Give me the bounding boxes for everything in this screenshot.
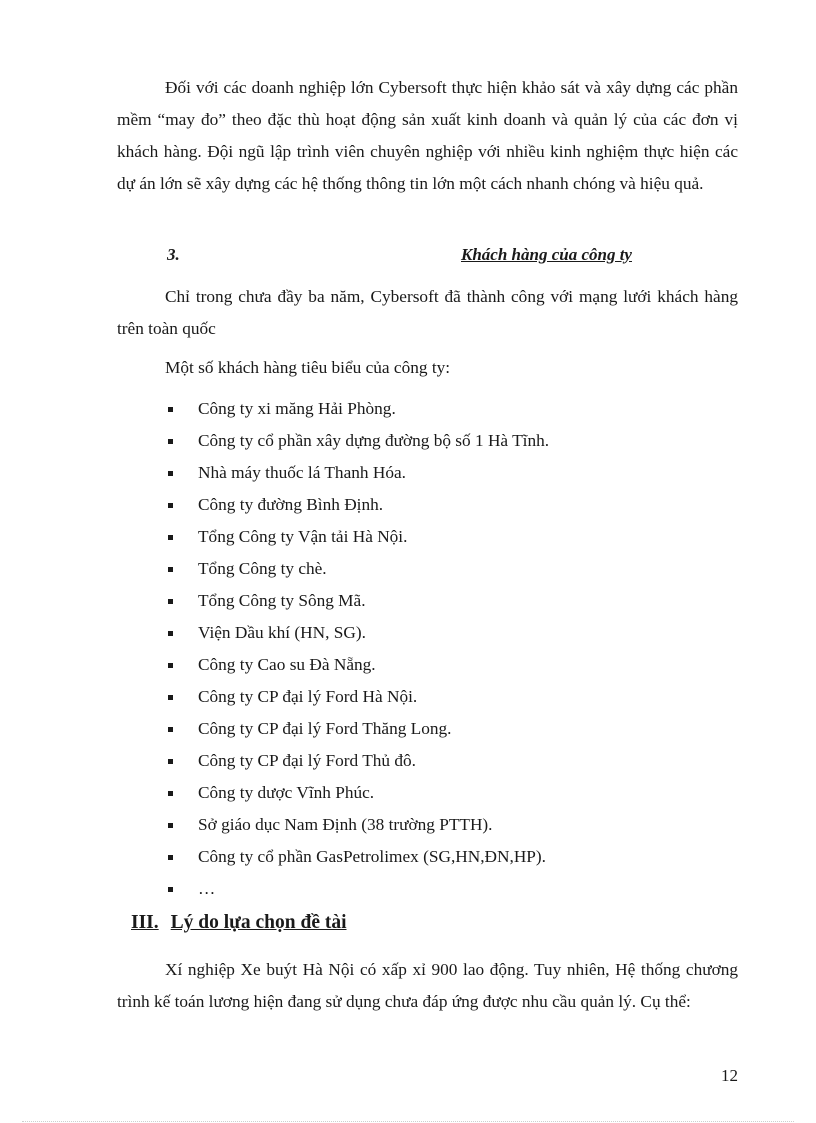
customer-name: Công ty Cao su Đà Nẵng. xyxy=(198,655,376,674)
list-item xyxy=(165,425,725,457)
bullet-icon xyxy=(168,503,173,508)
reason-paragraph-text: Xí nghiệp Xe buýt Hà Nội có xấp xỉ 900 lao động. Tuy nhiên, Hệ thống chương trình kế toán lương hiện đang sử dụng chưa đáp ứng được nhu cầu quản lý. Cụ thể: xyxy=(117,960,738,1011)
customer-name: Viện Dầu khí (HN, SG). xyxy=(198,623,366,642)
intro-paragraph xyxy=(117,72,738,200)
list-item xyxy=(165,521,725,553)
intro-paragraph-text: Đối với các doanh nghiệp lớn Cybersoft thực hiện khảo sát và xây dựng các phần mềm “may đo” theo đặc thù hoạt động sản xuất kinh doanh và quản lý của các đơn vị khách hàng. Đội ngũ lập trình viên chuyên nghiệp với nhiều kinh nghiệm thực hiện các dự án lớn sẽ xây dựng các hệ thống thông tin lớn một cách nhanh chóng và hiệu quả. xyxy=(117,78,738,193)
customers-intro-paragraph xyxy=(117,352,738,384)
customer-name: Công ty dược Vĩnh Phúc. xyxy=(198,783,375,802)
page-number: 12 xyxy=(721,1066,738,1085)
section-title: Lý do lựa chọn đề tài xyxy=(170,912,347,933)
list-item xyxy=(165,489,725,521)
list-item xyxy=(165,841,725,873)
subsection-number: 3. xyxy=(167,245,180,264)
list-item xyxy=(165,713,725,745)
subsection-heading xyxy=(117,245,738,271)
list-item xyxy=(165,745,725,777)
customer-name: Tổng Công ty Sông Mã. xyxy=(198,591,366,610)
customer-name: Công ty CP đại lý Ford Thăng Long. xyxy=(198,719,452,738)
customer-name: Công ty CP đại lý Ford Hà Nội. xyxy=(198,687,418,706)
customer-name: Sở giáo dục Nam Định (38 trường PTTH). xyxy=(198,815,493,834)
bullet-icon xyxy=(168,823,173,828)
list-item xyxy=(165,681,725,713)
bullet-icon xyxy=(168,599,173,604)
customer-name: Công ty cổ phần xây dựng đường bộ số 1 Hà Tĩnh. xyxy=(198,431,550,450)
customer-name: Công ty đường Bình Định. xyxy=(198,495,384,514)
bullet-icon xyxy=(168,887,173,892)
page-bottom-divider xyxy=(22,1121,794,1122)
bullet-icon xyxy=(168,407,173,412)
bullet-icon xyxy=(168,727,173,732)
customer-list xyxy=(165,393,725,905)
customer-name: Nhà máy thuốc lá Thanh Hóa. xyxy=(198,463,406,482)
bullet-icon xyxy=(168,567,173,572)
customer-name: Công ty cổ phần GasPetrolimex (SG,HN,ĐN,HP). xyxy=(198,847,546,866)
customer-name: … xyxy=(198,879,216,898)
list-item xyxy=(165,873,725,905)
list-item xyxy=(165,617,725,649)
bullet-icon xyxy=(168,535,173,540)
section-number: III. xyxy=(131,912,159,933)
bullet-icon xyxy=(168,695,173,700)
list-item xyxy=(165,553,725,585)
customer-name: Tổng Công ty chè. xyxy=(198,559,327,578)
bullet-icon xyxy=(168,759,173,764)
customer-name: Tổng Công ty Vận tải Hà Nội. xyxy=(198,527,408,546)
customers-intro-text: Một số khách hàng tiêu biểu của công ty: xyxy=(165,358,451,377)
customer-name: Công ty CP đại lý Ford Thủ đô. xyxy=(198,751,416,770)
list-item xyxy=(165,777,725,809)
bullet-icon xyxy=(168,663,173,668)
list-item xyxy=(165,393,725,425)
list-item xyxy=(165,649,725,681)
list-item xyxy=(165,585,725,617)
bullet-icon xyxy=(168,471,173,476)
bullet-icon xyxy=(168,439,173,444)
network-paragraph-text: Chỉ trong chưa đầy ba năm, Cybersoft đã thành công với mạng lưới khách hàng trên toàn quốc xyxy=(117,287,738,338)
customer-name: Công ty xi măng Hải Phòng. xyxy=(198,399,396,418)
list-item xyxy=(165,809,725,841)
section-heading xyxy=(131,912,347,934)
list-item xyxy=(165,457,725,489)
bullet-icon xyxy=(168,791,173,796)
reason-paragraph xyxy=(117,954,738,1018)
bullet-icon xyxy=(168,855,173,860)
bullet-icon xyxy=(168,631,173,636)
network-paragraph xyxy=(117,281,738,345)
subsection-title: Khách hàng của công ty xyxy=(461,245,632,264)
